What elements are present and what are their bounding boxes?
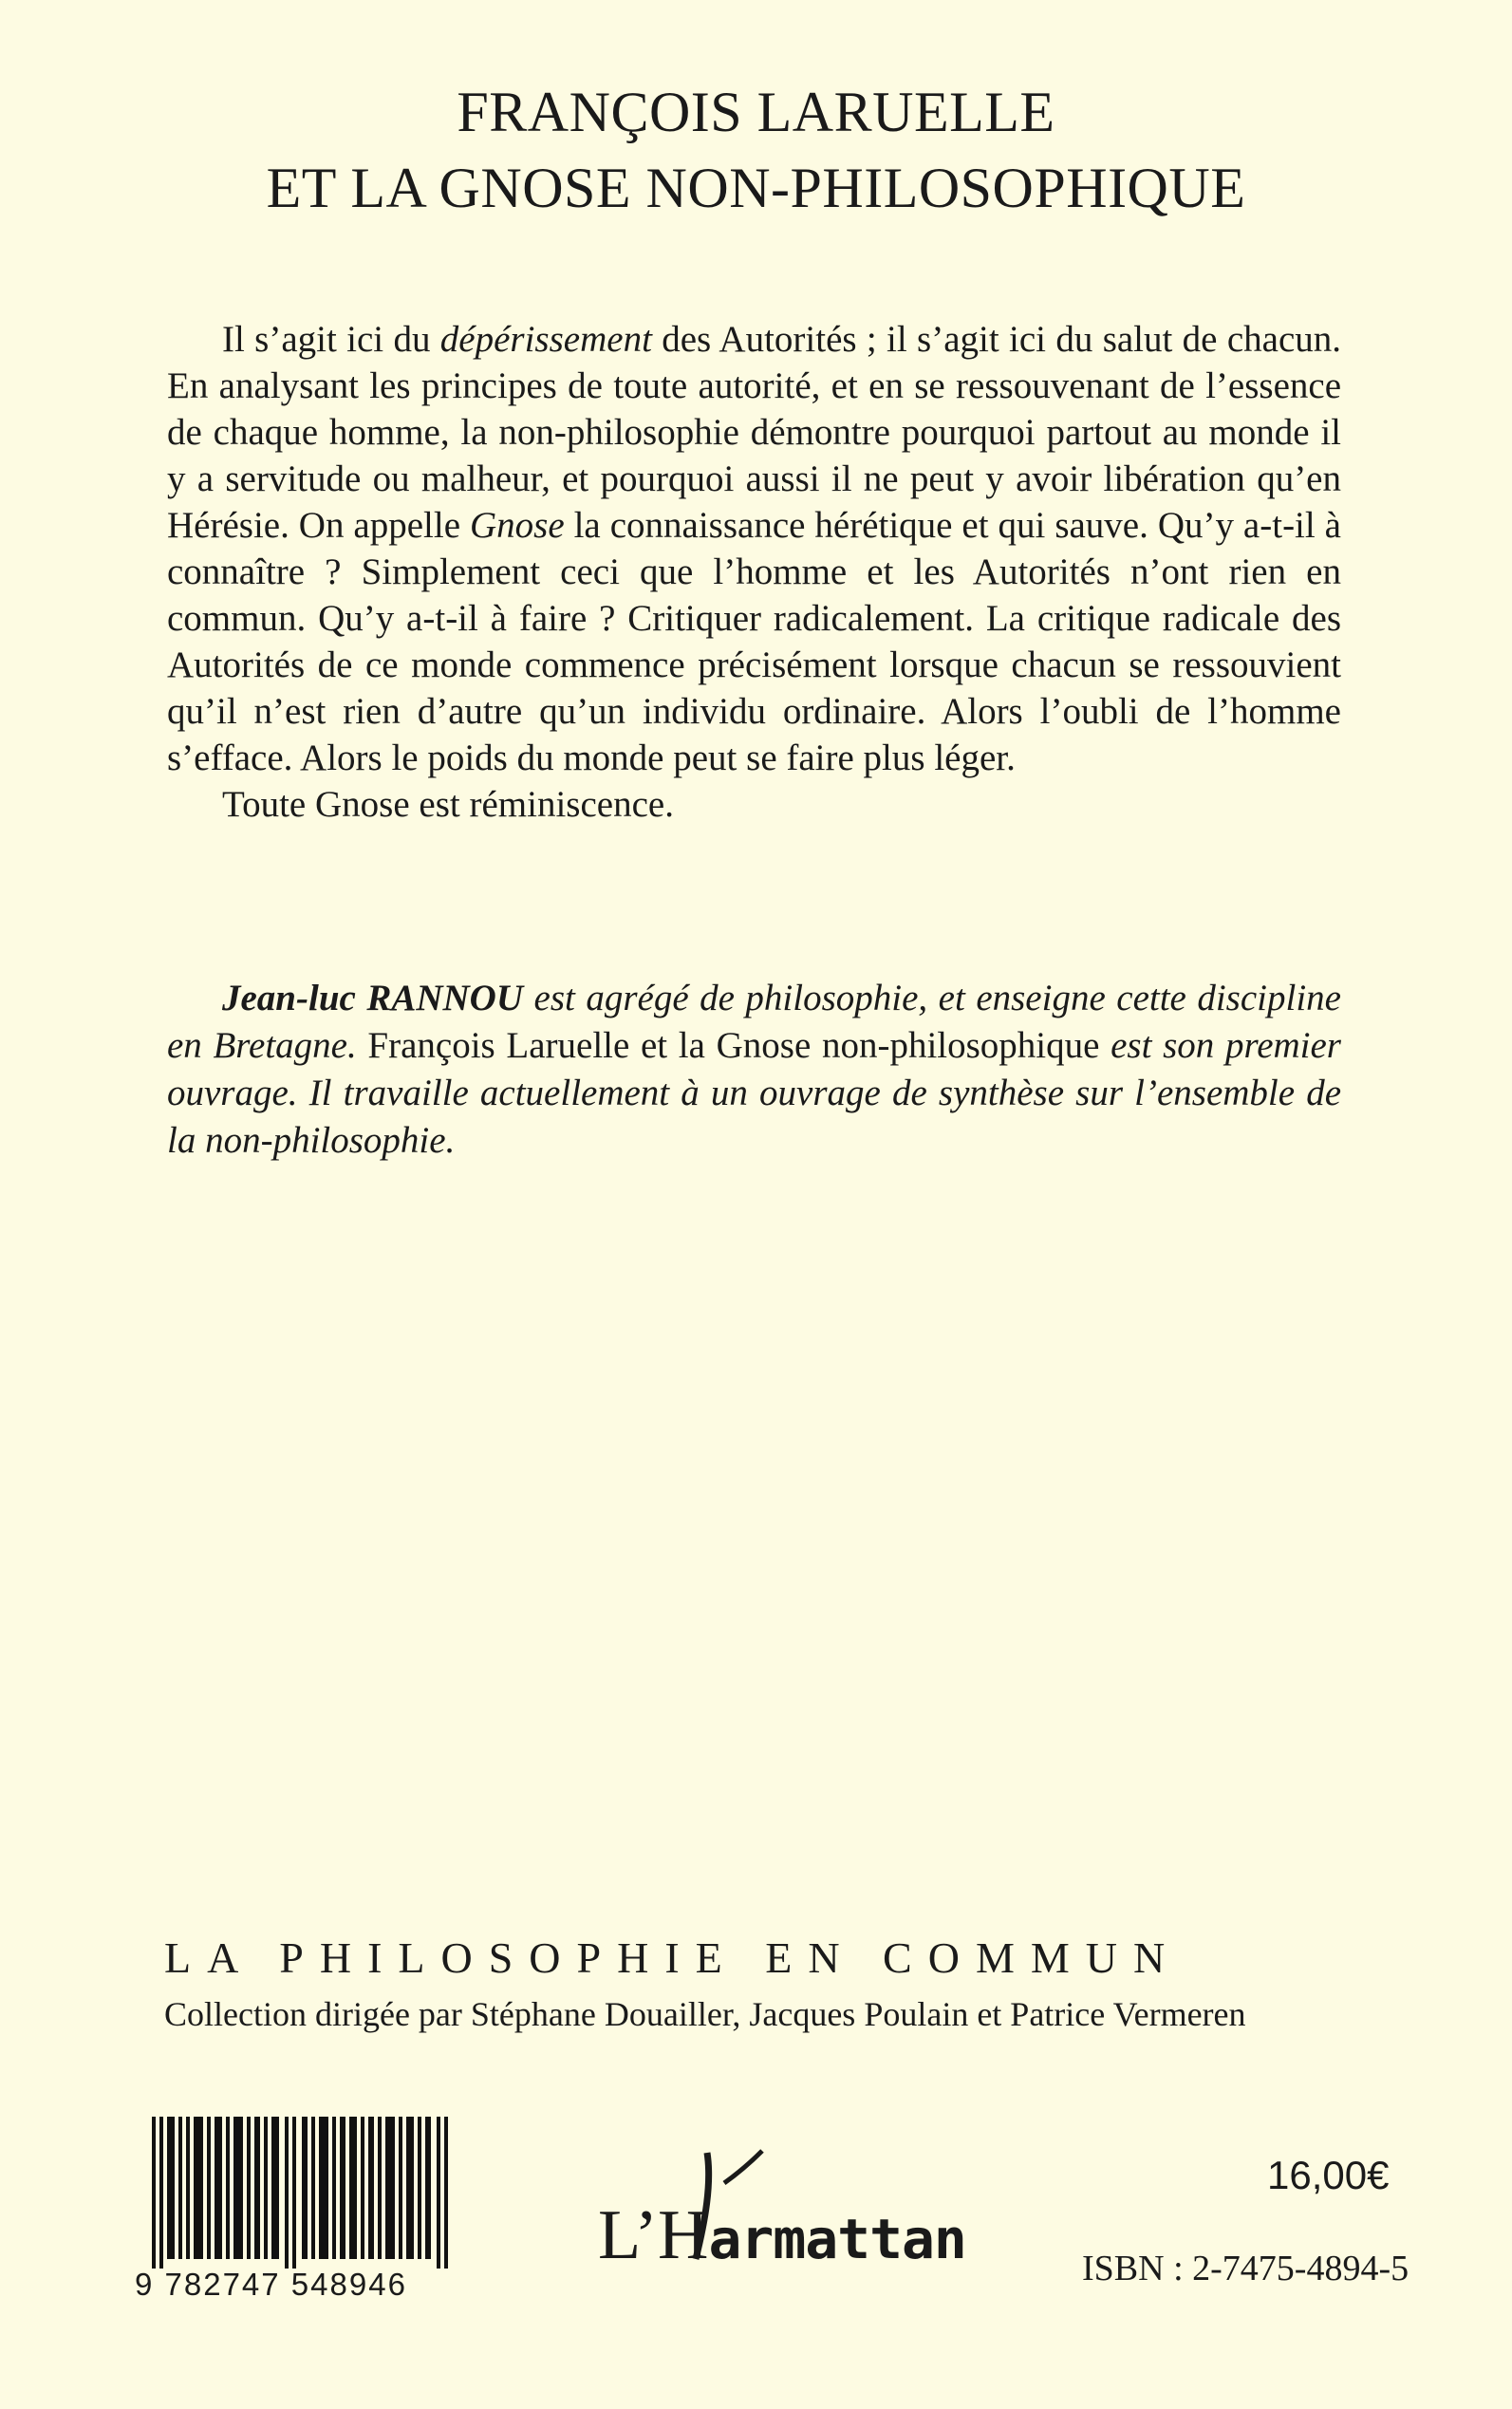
emphasis-gnose: Gnose [469,505,565,546]
book-reference: François Laruelle et la Gnose non-philosophique [367,1025,1100,1066]
book-title [0,74,1512,226]
back-cover-blurb [167,316,1341,828]
title-line-2: ET LA GNOSE NON-PHILOSOPHIQUE [266,157,1246,219]
emphasis-deperissement: dépérissement [439,319,652,360]
logo-text-prefix: L’H [598,2196,709,2274]
logo-text-suffix: armattan [708,2207,966,2271]
isbn: ISBN : 2-7475-4894-5 [1082,2249,1409,2288]
title-line-1: FRANÇOIS LARUELLE [457,81,1055,143]
barcode-digits: 9 782747 548946 [135,2267,407,2302]
price: 16,00€ [1267,2153,1390,2197]
blurb-paragraph-2: Toute Gnose est réminiscence. [222,784,674,825]
author-bio: Jean-luc RANNOU est agrégé de philosophie, et enseigne cette discipline en Bretagne. François Laruelle et la Gnose non-philosophique est son premier ouvrage. Il travaille actuellement à un ouvrage de synthèse sur l’ensemble de la non-philosophie. [167,978,1341,1161]
author-name: Jean-luc RANNOU [222,978,524,1018]
publisher-logo [598,2193,966,2282]
collection-editors: Collection dirigée par Stéphane Douailler, Jacques Poulain et Patrice Vermeren [164,1995,1246,2033]
blurb-paragraph-1: Il s’agit ici du dépérissement des Autorités ; il s’agit ici du salut de chacun. En analysant les principes de toute autorité, et en se ressouvenant de l’essence de chaque homme, la non-philosophie démontre pourquoi partout au monde il y a servitude ou malheur, et pourquoi aussi il ne peut y avoir libération qu’en Hérésie. On appelle Gnose la connaissance hérétique et qui sauve. Qu’y a-t-il à connaître ? Simplement ceci que l’homme et les Autorités n’ont rien en commun. Qu’y a-t-il à faire ? Critiquer radicalement. La critique radicale des Autorités de ce monde commence précisément lorsque chacun se ressouvient qu’il n’est rien d’autre qu’un individu ordinaire. Alors l’oubli de l’homme s’efface. Alors le poids du monde peut se faire plus léger. [167,319,1342,778]
barcode-bars [135,2117,476,2269]
series-name: LA PHILOSOPHIE EN COMMUN [164,1933,1182,1982]
